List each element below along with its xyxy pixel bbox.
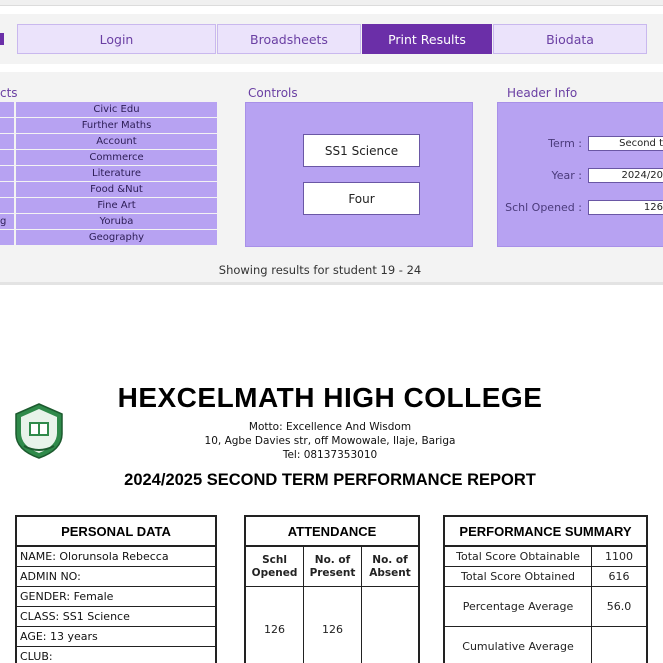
- subjects-list: [0, 102, 217, 246]
- personal-data-table: [15, 515, 217, 663]
- performance-label: Total Score Obtainable: [445, 547, 592, 566]
- school-logo: [12, 402, 66, 460]
- subject-row[interactable]: [0, 182, 217, 198]
- personal-name-row: NAME: Olorunsola Rebecca: [17, 547, 215, 567]
- subject-label: Literature: [16, 166, 217, 181]
- subject-row[interactable]: [0, 150, 217, 166]
- subject-label: Civic Edu: [16, 102, 217, 117]
- top-strip: [0, 0, 663, 6]
- attendance-present-header: No. of Present: [304, 547, 361, 587]
- section-divider: [0, 282, 663, 285]
- performance-row: [445, 627, 646, 663]
- attendance-table: [244, 515, 420, 663]
- report-title: 2024/2025 SECOND TERM PERFORMANCE REPORT: [124, 471, 536, 489]
- tab-login[interactable]: Login: [17, 24, 216, 54]
- school-opened-input[interactable]: 126: [588, 200, 663, 215]
- year-label: Year :: [551, 169, 582, 182]
- performance-value: 616: [608, 570, 630, 583]
- class-select[interactable]: SS1 Science: [303, 134, 420, 167]
- subject-row[interactable]: [0, 214, 217, 230]
- personal-age-row: AGE: 13 years: [17, 627, 215, 647]
- attendance-heading: ATTENDANCE: [246, 517, 418, 547]
- subject-left-cell: [0, 166, 16, 181]
- performance-label: Total Score Obtained: [445, 567, 592, 586]
- subject-label: Account: [16, 134, 217, 149]
- personal-club-row: CLUB:: [17, 647, 215, 663]
- subject-label: Fine Art: [16, 198, 217, 213]
- attendance-present-value: 126: [322, 622, 343, 636]
- school-motto: Motto: Excellence And Wisdom: [248, 421, 412, 433]
- term-label: Term :: [548, 137, 582, 150]
- personal-admin-row: ADMIN NO:: [17, 567, 215, 587]
- school-address: 10, Agbe Davies str, off Mowowale, Ilaje, Bariga: [204, 435, 456, 447]
- personal-gender-row: GENDER: Female: [17, 587, 215, 607]
- header-info-title: Header Info: [507, 86, 578, 100]
- performance-heading: PERFORMANCE SUMMARY: [445, 517, 646, 547]
- performance-summary-table: [443, 515, 648, 663]
- term-select[interactable]: Four: [303, 182, 420, 215]
- attendance-opened-value: 126: [264, 622, 285, 636]
- subject-left-cell: [0, 150, 16, 165]
- subject-left-cell: [0, 118, 16, 133]
- performance-label: Percentage Average: [445, 587, 592, 626]
- subject-label: Food &Nut: [16, 182, 217, 197]
- performance-value: 56.0: [606, 600, 632, 613]
- tab-accent: [0, 33, 4, 45]
- performance-row: [445, 567, 646, 587]
- subject-left-cell: [0, 230, 16, 245]
- controls-title: Controls: [248, 86, 298, 100]
- personal-class-row: CLASS: SS1 Science: [17, 607, 215, 627]
- subject-label: Commerce: [16, 150, 217, 165]
- controls-box: [245, 102, 473, 247]
- personal-data-heading: PERSONAL DATA: [17, 517, 215, 547]
- school-tel: Tel: 08137353010: [282, 449, 378, 461]
- school-opened-label: Schl Opened :: [505, 201, 582, 214]
- subject-label: Further Maths: [16, 118, 217, 133]
- attendance-absent-value: [362, 587, 418, 663]
- subject-label: Geography: [16, 230, 217, 245]
- header-info-box: [497, 102, 663, 247]
- performance-row: [445, 547, 646, 567]
- subject-row[interactable]: [0, 166, 217, 182]
- performance-row: [445, 587, 646, 627]
- term-input[interactable]: Second t: [588, 136, 663, 151]
- year-input[interactable]: 2024/20: [588, 168, 663, 183]
- subject-row[interactable]: [0, 102, 217, 118]
- subject-left-cell: [0, 134, 16, 149]
- performance-value: 1100: [605, 550, 633, 563]
- subjects-title: cts: [0, 86, 18, 100]
- subject-row[interactable]: [0, 230, 217, 246]
- subject-left-cell: [0, 198, 16, 213]
- tab-print-results[interactable]: Print Results: [362, 24, 492, 54]
- subject-label: Yoruba: [16, 214, 217, 229]
- performance-value: [592, 627, 646, 663]
- subject-left-cell: [0, 102, 16, 117]
- subject-left-cell: g: [0, 214, 16, 229]
- tab-biodata[interactable]: Biodata: [493, 24, 647, 54]
- attendance-absent-header: No. of Absent: [362, 547, 418, 587]
- showing-status: Showing results for student 19 - 24: [218, 263, 422, 277]
- tab-broadsheets[interactable]: Broadsheets: [217, 24, 361, 54]
- attendance-opened-header: Schl Opened: [246, 547, 303, 587]
- subject-row[interactable]: [0, 198, 217, 214]
- subject-left-cell: [0, 182, 16, 197]
- performance-label: Cumulative Average: [445, 627, 592, 663]
- subject-row[interactable]: [0, 118, 217, 134]
- school-name: HEXCELMATH HIGH COLLEGE: [117, 382, 543, 413]
- subject-row[interactable]: [0, 134, 217, 150]
